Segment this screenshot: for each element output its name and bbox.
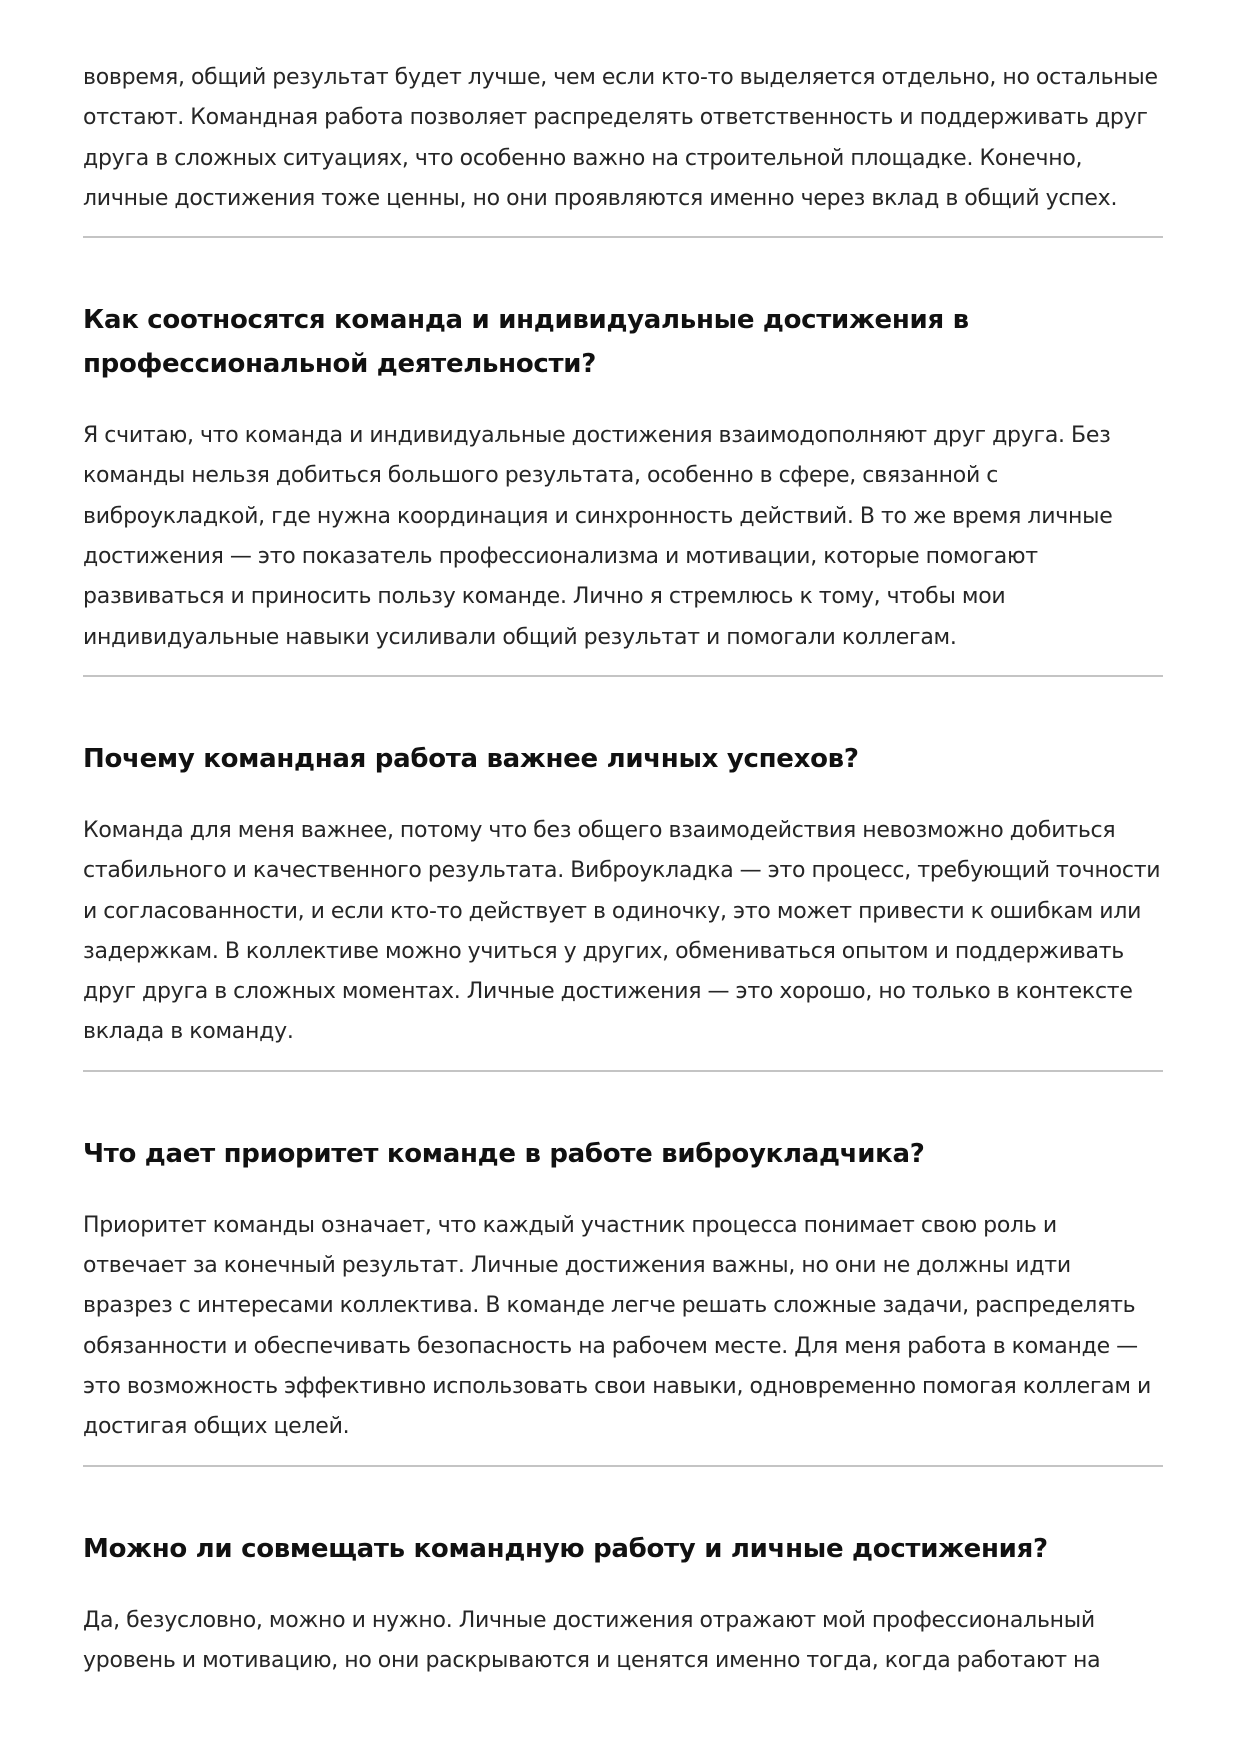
- section-team-vs-individual: [83, 298, 1163, 677]
- section-heading: Почему командная работа важнее личных успехов?: [83, 743, 859, 774]
- section-paragraph: Да, безусловно, можно и нужно. Личные достижения отражают мой профессиональный уровень и мотивацию, но они раскрываются и ценятся именно тогда, когда работают на: [83, 1607, 1101, 1673]
- section-heading: Что дает приоритет команде в работе виброукладчика?: [83, 1138, 925, 1169]
- section-divider: [83, 1465, 1163, 1467]
- section-paragraph: Приоритет команды означает, что каждый участник процесса понимает свою роль и отвечает за конечный результат. Личные достижения важны, но они не должны идти вразрез с интересами коллектива. В команде легче решать сложные задачи, распределять обязанности и обеспечивать безопасность на рабочем месте. Для меня работа в команде — это возможность эффективно использовать свои навыки, одновременно помогая коллегам и достигая общих целей.: [83, 1212, 1152, 1440]
- section-heading: Можно ли совмещать командную работу и личные достижения?: [83, 1533, 1048, 1564]
- section-heading: Как соотносятся команда и индивидуальные достижения в профессиональной деятельности?: [83, 305, 969, 380]
- section-team-priority: [83, 1132, 1163, 1467]
- section-divider: [83, 1070, 1163, 1072]
- section-paragraph: Команда для меня важнее, потому что без общего взаимодействия невозможно добиться стабильного и качественного результата. Виброукладка — это процесс, требующий точности и согласованности, и если кто-то действует в одиночку, это может привести к ошибкам или задержкам. В коллективе можно учиться у других, обмениваться опытом и поддерживать друг друга в сложных моментах. Личные достижения — это хорошо, но только в контексте вклада в команду.: [83, 817, 1161, 1045]
- document-page: [83, 58, 1163, 1698]
- section-divider: [83, 675, 1163, 677]
- section-paragraph: Я считаю, что команда и индивидуальные достижения взаимодополняют друг друга. Без команды нельзя добиться большого результата, особенно в сфере, связанной с виброукладкой, где нужна координация и синхронность действий. В то же время личные достижения — это показатель профессионализма и мотивации, которые помогают развиваться и приносить пользу команде. Лично я стремлюсь к тому, чтобы мои индивидуальные навыки усиливали общий результат и помогали коллегам.: [83, 423, 1113, 650]
- intro-paragraph: вовремя, общий результат будет лучше, чем если кто-то выделяется отдельно, но остальные отстают. Командная работа позволяет распределять ответственность и поддерживать друг друга в сложных ситуациях, что особенно важно на строительной площадке. Конечно, личные достижения тоже ценны, но они проявляются именно через вклад в общий успех.: [83, 65, 1158, 211]
- section-combine: [83, 1527, 1163, 1682]
- section-divider: [83, 236, 1163, 238]
- section-why-teamwork: [83, 737, 1163, 1072]
